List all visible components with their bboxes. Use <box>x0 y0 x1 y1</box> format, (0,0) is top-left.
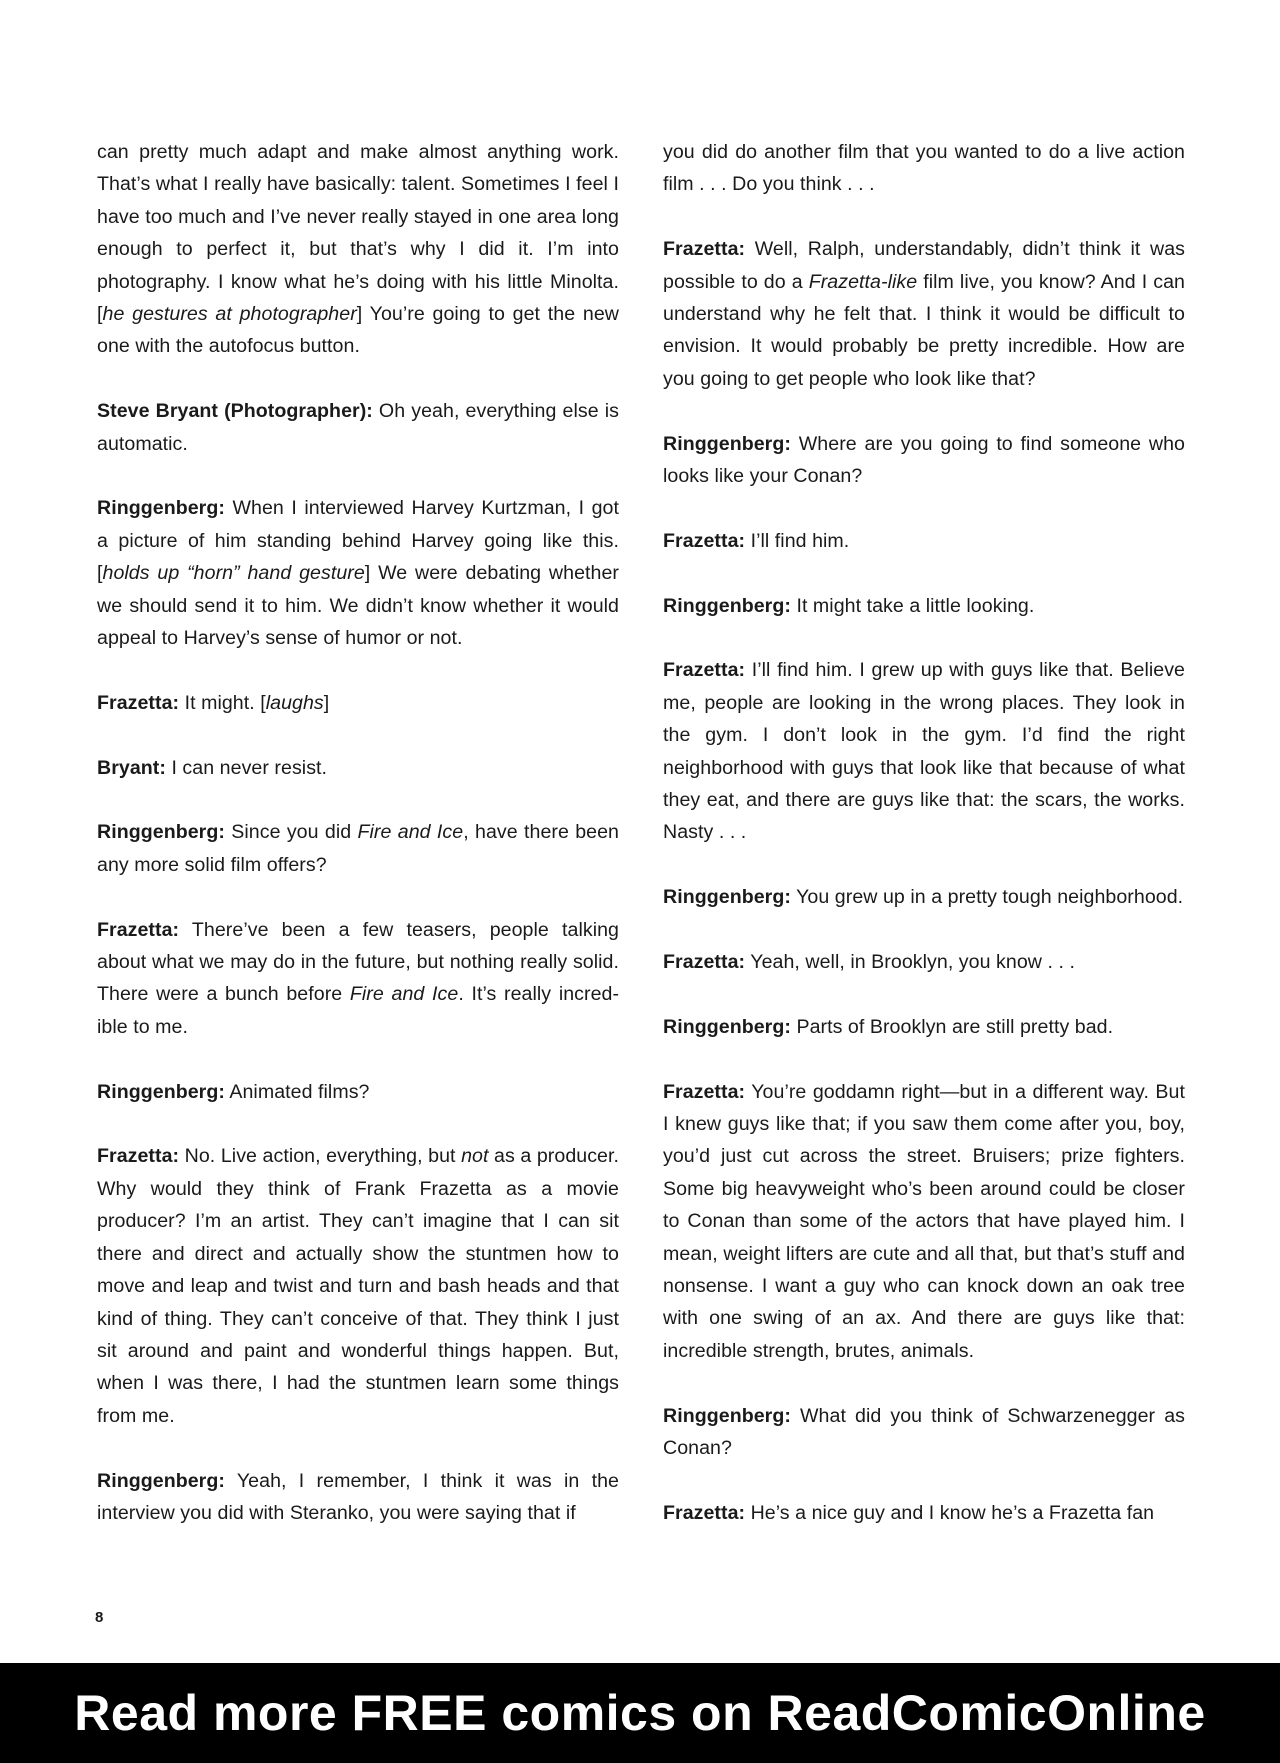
speaker-name: Frazetta: <box>97 1145 180 1168</box>
paragraph-text: Well, Ralph, understandably, didn’t think it was possible to do a <box>663 238 1185 293</box>
paragraph-text: I’ll find him. I grew up with guys like that. Believe me, people are looking in the wrong places. They look in the gym. I don’t look in the gym. I’d find the right neighborhood with guys that look like that because of what they eat, and there are guys like that: the scars, the works. Nasty . . . <box>663 659 1185 844</box>
speaker-name: Bryant: <box>97 756 166 779</box>
paragraph-text: When I interviewed Harvey Kurtzman, I got a picture of him standing behind Harvey going like this. [ <box>97 497 619 585</box>
interview-paragraph <box>663 946 1185 978</box>
paragraph-text: Animated films? <box>224 1080 370 1103</box>
paragraph-text: You’re goddamn right—but in a different way. But I knew guys like that; if you saw them come after you, boy, you’d just cut across the street. Bruisers; prize fighters. Some big heavyweight who’s been around could be closer to Conan than some of the actors that have played him. I mean, weight lifters are cute and all that, but that’s stuff and nonsense. I want a guy who can knock down an oak tree with one swing of an ax. And there are guys like that: incredible strength, brutes, animals. <box>663 1080 1185 1362</box>
paragraph-text: Since you did <box>224 821 358 844</box>
italic-text: holds up “horn” hand gesture <box>102 562 365 585</box>
speaker-name: Ringgenberg: <box>663 432 791 455</box>
paragraph-text: No. Live action, everything, but <box>179 1145 462 1168</box>
interview-paragraph <box>663 136 1185 201</box>
interview-paragraph <box>663 1011 1185 1043</box>
paragraph-text: I can never resist. <box>165 756 328 779</box>
italic-text: he gestures at photographer <box>102 303 357 326</box>
speaker-name: Frazetta: <box>97 918 180 941</box>
interview-paragraph <box>97 395 619 460</box>
speaker-name: Ringgenberg: <box>663 594 791 617</box>
speaker-name: Ringgenberg: <box>97 1080 225 1103</box>
paragraph-text: I’ll find him. <box>745 529 850 552</box>
italic-text: laughs <box>265 691 324 714</box>
interview-paragraph <box>663 1497 1185 1529</box>
left-text-column <box>97 136 619 1529</box>
interview-paragraph <box>663 881 1185 913</box>
speaker-name: Ringgenberg: <box>97 497 225 520</box>
interview-paragraph <box>97 687 619 719</box>
italic-text: Fire and Ice <box>349 983 459 1006</box>
paragraph-text: It might take a little looking. <box>790 594 1035 617</box>
paragraph-text: There’ve been a few teasers, people talking about what we may do in the future, but nothing really solid. There were a bunch before <box>97 918 619 1006</box>
paragraph-text: Oh yeah, everything else is automatic. <box>97 400 619 455</box>
speaker-name: Ringgenberg: <box>97 1469 225 1492</box>
paragraph-text: . It’s really incredible to me. <box>97 983 620 1038</box>
paragraph-text: as a producer. Why would they think of Frank Frazetta as a movie producer? I’m an artist. They can’t imagine that I can sit there and direct and actually show the stuntmen how to move and leap and twist and turn and bash heads and that kind of thing. They can’t conceive of that. They think I just sit around and paint and wonderful things happen. But, when I was there, I had the stuntmen learn some things from me. <box>97 1145 619 1427</box>
speaker-name: Frazetta: <box>663 529 746 552</box>
interview-paragraph <box>663 233 1185 395</box>
paragraph-text: Yeah, well, in Brooklyn, you know . . . <box>745 951 1075 974</box>
interview-paragraph <box>663 428 1185 493</box>
speaker-name: Frazetta: <box>97 691 180 714</box>
paragraph-text: ] We were debating whether we should send it to him. We didn’t know whether it would appeal to Harvey’s sense of humor or not. <box>97 562 619 650</box>
paragraph-text: He’s a nice guy and I know he’s a Frazetta fan <box>745 1501 1155 1524</box>
paragraph-text: What did you think of Schwarzenegger as Conan? <box>663 1404 1185 1460</box>
page-number: 8 <box>95 1609 104 1626</box>
speaker-name: Ringgenberg: <box>97 821 225 844</box>
interview-paragraph <box>663 590 1185 622</box>
speaker-name: Frazetta: <box>663 951 746 974</box>
speaker-name: Frazetta: <box>663 1501 746 1524</box>
promo-banner[interactable] <box>0 1663 1280 1763</box>
interview-paragraph <box>97 1465 619 1530</box>
speaker-name: Frazetta: <box>663 1080 746 1103</box>
paragraph-text: you did do another film that you wanted to do a live action film . . . Do you think . . . <box>663 141 1185 196</box>
interview-paragraph <box>663 1400 1185 1465</box>
speaker-name: Steve Bryant (Photographer): <box>97 400 373 423</box>
paragraph-text: Parts of Brooklyn are still pretty bad. <box>790 1015 1114 1038</box>
paragraph-text: ] You’re going to get the new one with the autofocus button. <box>97 303 619 358</box>
interview-paragraph <box>663 525 1185 557</box>
speaker-name: Frazetta: <box>663 238 746 261</box>
speaker-name: Ringgenberg: <box>663 1015 791 1038</box>
paragraph-text: film live, you know? And I can understand why he felt that. I think it would be difficult to envision. It would probably be pretty incredible. How are you going to get people who look like that? <box>663 270 1185 390</box>
interview-paragraph <box>97 914 619 1044</box>
speaker-name: Frazetta: <box>663 659 746 682</box>
speaker-name: Ringgenberg: <box>663 1404 791 1427</box>
italic-text: Frazetta-like <box>808 270 918 293</box>
paragraph-text: It might. [ <box>179 691 266 714</box>
promo-banner-text[interactable]: Read more FREE comics on ReadComicOnline <box>74 1685 1206 1741</box>
paragraph-text: ] <box>323 691 330 714</box>
interview-paragraph <box>97 752 619 784</box>
italic-text: Fire and Ice <box>357 821 464 844</box>
paragraph-text: can pretty much adapt and make almost anything work. That’s what I really have basically: talent. Sometimes I feel I have too much and I’ve never really stayed in one area long enough to perfect it, but that’s why I did it. I’m into photography. I know what he’s doing with his little Minolta. [ <box>97 141 619 326</box>
interview-paragraph <box>97 1140 619 1432</box>
interview-paragraph <box>97 492 619 654</box>
interview-paragraph <box>663 1076 1185 1368</box>
interview-paragraph <box>663 654 1185 848</box>
interview-paragraph <box>97 816 619 881</box>
paragraph-text: Where are you going to find someone who looks like your Conan? <box>663 432 1185 488</box>
paragraph-text: Yeah, I remember, I think it was in the interview you did with Steranko, you were saying that if <box>97 1469 619 1524</box>
paragraph-text: , have there been any more solid film offers? <box>97 821 620 876</box>
interview-paragraph <box>97 1076 619 1108</box>
right-text-column <box>663 136 1185 1529</box>
speaker-name: Ringgenberg: <box>663 886 791 909</box>
paragraph-text: You grew up in a pretty tough neighborhood. <box>790 886 1184 909</box>
interview-paragraph <box>97 136 619 363</box>
italic-text: not <box>461 1145 489 1168</box>
